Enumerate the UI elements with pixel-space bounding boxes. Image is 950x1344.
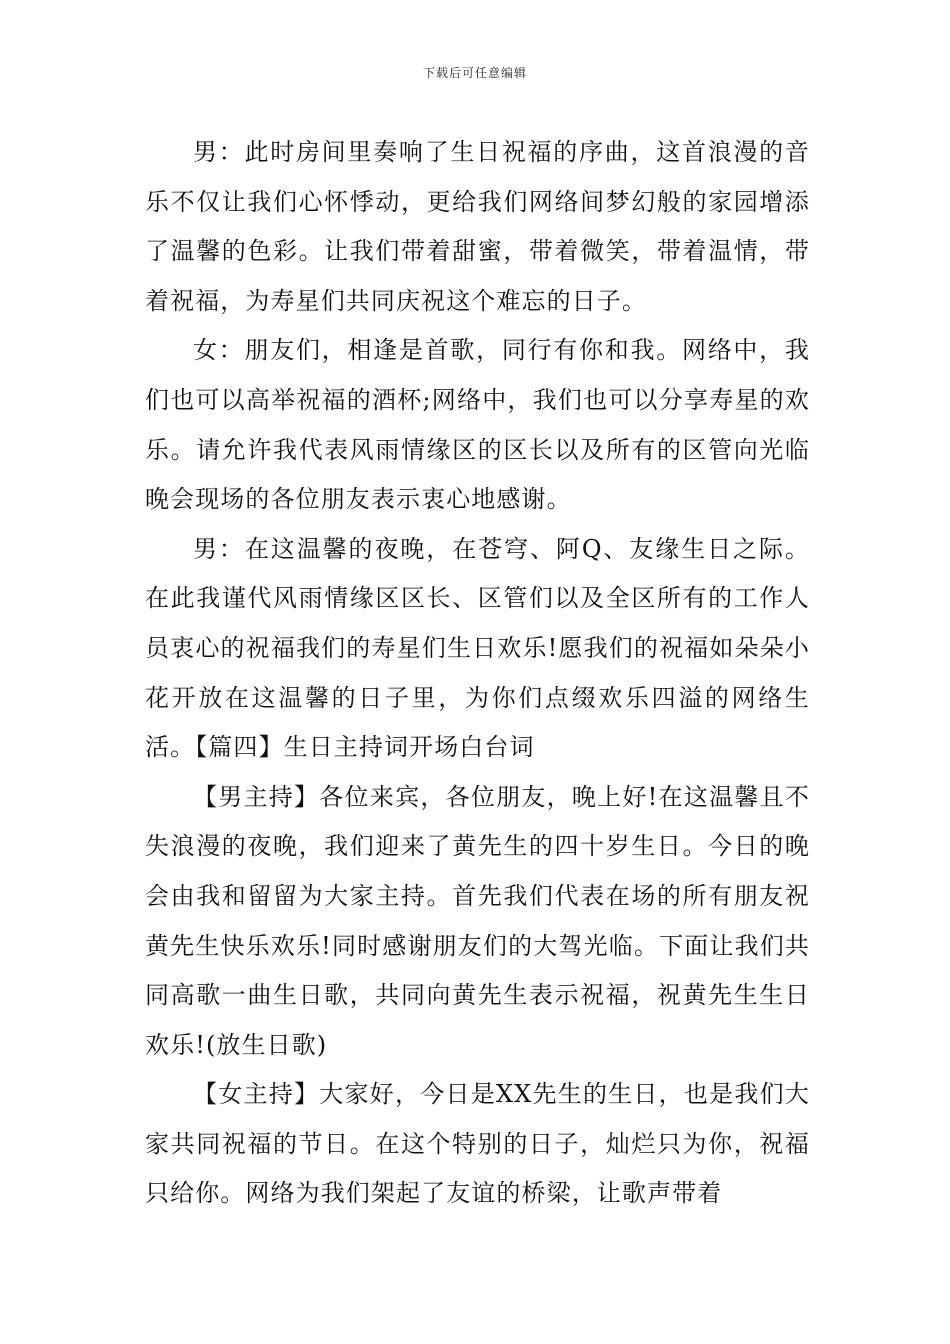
- paragraph-male-host-opening: 【男主持】各位来宾，各位朋友，晚上好!在这温馨且不失浪漫的夜晚，我们迎来了黄先生的四十岁生日。今日的晚会由我和留留为大家主持。首先我们代表在场的所有朋友祝黄先生快乐欢乐!同时感谢朋友们的大驾光临。下面让我们共同高歌一曲生日歌，共同向黄先生表示祝福，祝黄先生生日欢乐!(放生日歌): [145, 782, 810, 1059]
- paragraph-male-host-1: 男：此时房间里奏响了生日祝福的序曲，这首浪漫的音乐不仅让我们心怀悸动，更给我们网络间梦幻般的家园增添了温馨的色彩。让我们带着甜蜜，带着微笑，带着温情，带着祝福，为寿星们共同庆祝这个难忘的日子。: [145, 138, 810, 315]
- paragraph-male-host-2: 男：在这温馨的夜晚，在苍穹、阿Q、友缘生日之际。在此我谨代风雨情缘区区长、区管们以及全区所有的工作人员衷心的祝福我们的寿星们生日欢乐!愿我们的祝福如朵朵小花开放在这温馨的日子里，为你们点缀欢乐四溢的网络生活。【篇四】生日主持词开场白台词: [145, 534, 810, 762]
- paragraph-female-host-1: 女：朋友们，相逢是首歌，同行有你和我。网络中，我们也可以高举祝福的酒杯;网络中，我们也可以分享寿星的欢乐。请允许我代表风雨情缘区的区长以及所有的区管向光临晚会现场的各位朋友表示衷心地感谢。: [145, 336, 810, 514]
- page-header: 下载后可任意编辑: [422, 66, 527, 80]
- paragraph-female-host-opening: 【女主持】大家好，今日是XX先生的生日，也是我们大家共同祝福的节日。在这个特别的日子，灿烂只为你，祝福只给你。网络为我们架起了友谊的桥梁，让歌声带着: [145, 1080, 810, 1208]
- document-body: [145, 128, 810, 1219]
